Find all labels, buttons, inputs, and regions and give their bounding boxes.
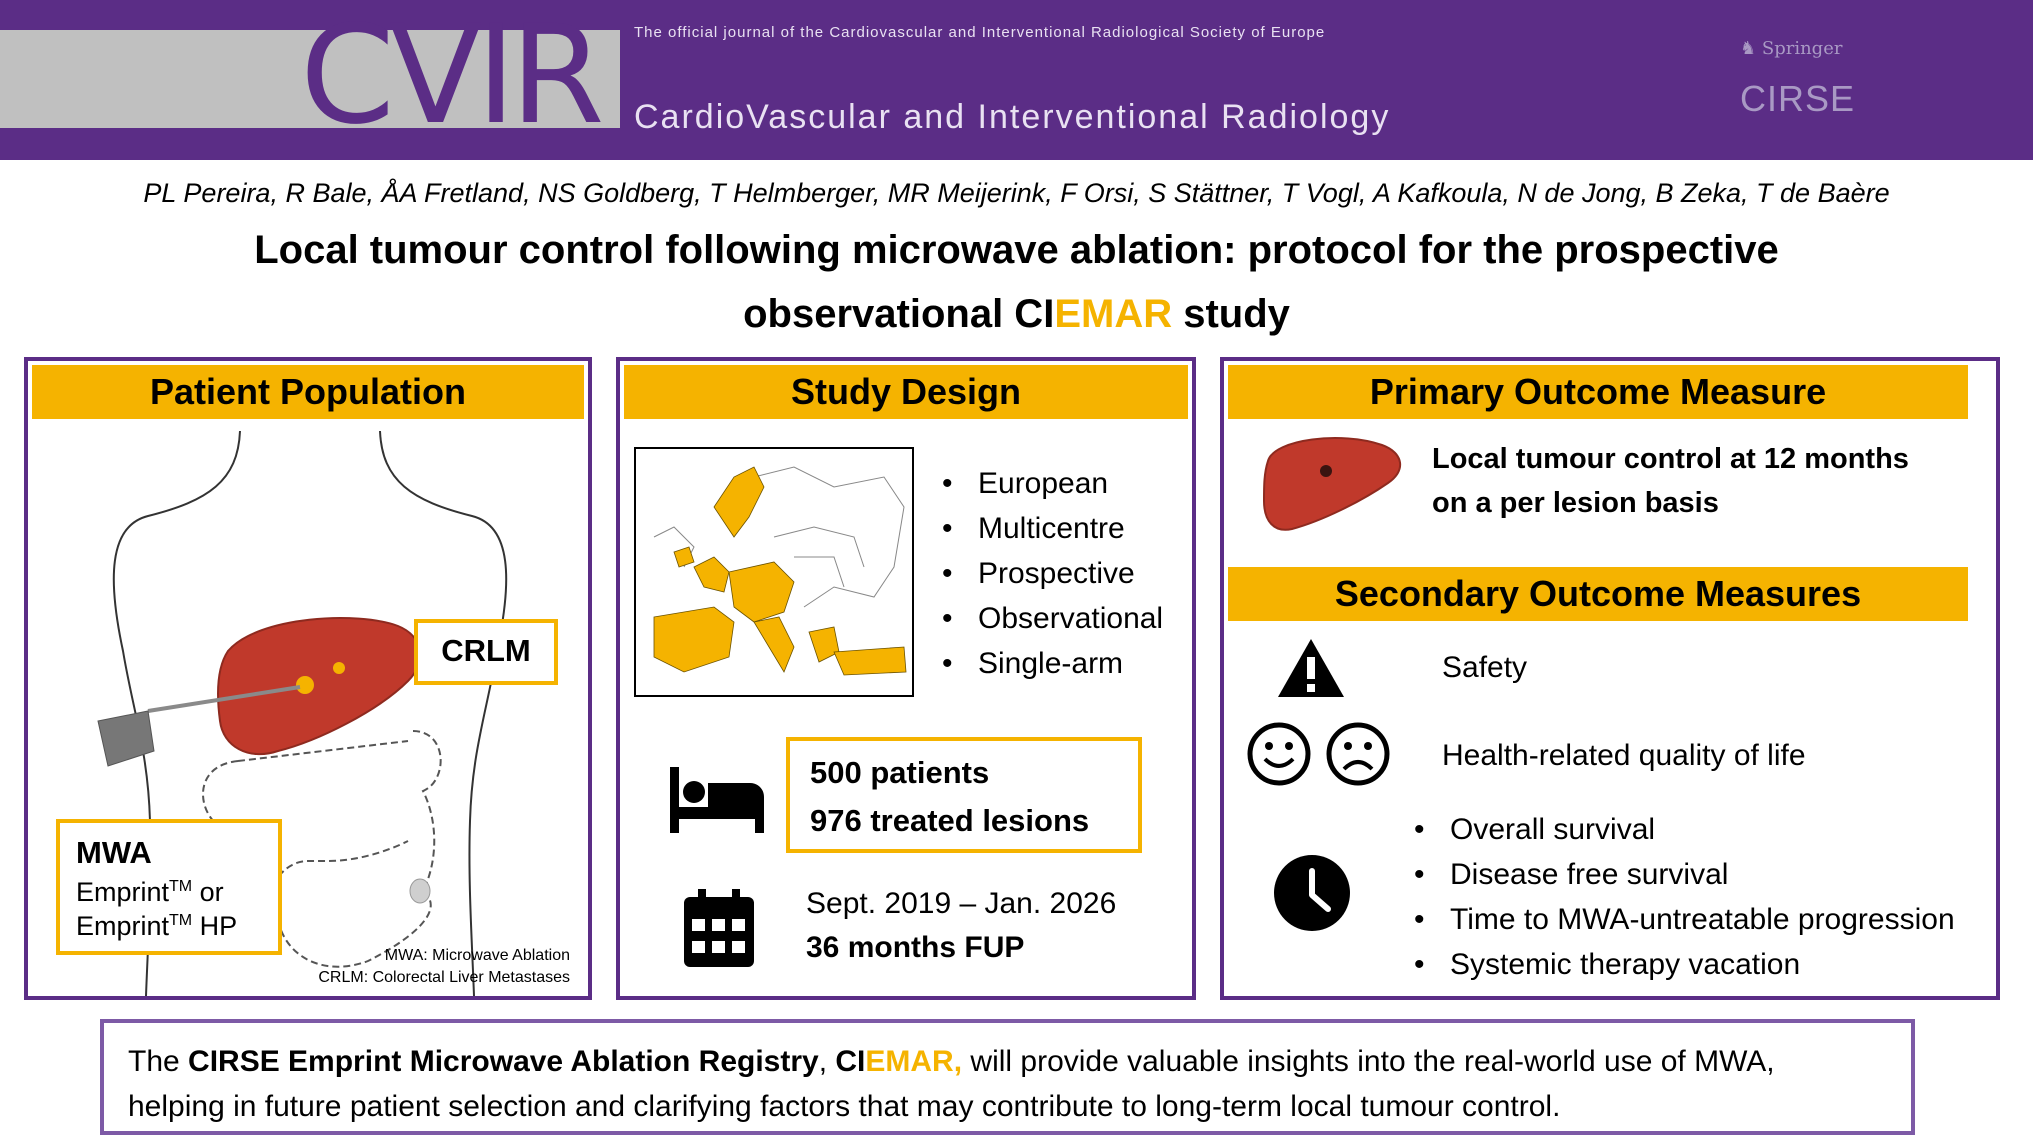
survival-outcome: • Systemic therapy vacation <box>1414 942 1955 987</box>
conclusion-line-2: helping in future patient selection and clarifying factors that may contribute to long-term local tumour control. <box>128 1090 1561 1123</box>
crlm-label: CRLM <box>441 633 531 668</box>
patient-population-heading: Patient Population <box>32 365 584 419</box>
outcomes-panel <box>1220 357 2000 1000</box>
design-feature: • Observational <box>942 596 1163 641</box>
design-feature: • Multicentre <box>942 506 1163 551</box>
study-design-panel <box>616 357 1196 1000</box>
survival-outcome: • Overall survival <box>1414 807 1955 852</box>
design-features-list <box>942 461 1163 686</box>
survival-outcome: • Time to MWA-untreatable progression <box>1414 897 1955 942</box>
colon-icon <box>270 731 441 967</box>
follow-up-duration: 36 months FUP <box>806 931 1025 964</box>
mwa-device-box <box>56 819 282 955</box>
title-line-1: Local tumour control following microwave ablation: protocol for the prospective <box>254 228 1779 272</box>
device-emprint: Emprint™ or <box>76 877 224 907</box>
design-feature: • Prospective <box>942 551 1163 596</box>
design-feature: • European <box>942 461 1163 506</box>
paper-title <box>0 218 2033 346</box>
smiley-icon <box>1250 725 1308 783</box>
primary-outcome-line2: on a per lesion basis <box>1432 487 1719 519</box>
title-line-2: observational CIEMAR study <box>743 292 1290 336</box>
springer-horse-icon: ♞ <box>1740 38 1762 59</box>
cirse-logo: CIRSE <box>1740 78 1856 119</box>
journal-tagline: The official journal of the Cardiovascular and Interventional Radiological Society of Europe <box>634 24 1326 41</box>
springer-logo: ♞ Springer <box>1740 38 1843 59</box>
safety-outcome: Safety <box>1442 651 1528 684</box>
journal-name: CardioVascular and Interventional Radiology <box>634 98 1391 136</box>
cvir-logo: CVIR <box>300 0 599 155</box>
author-list: PL Pereira, R Bale, ÅA Fretland, NS Goldberg, T Helmberger, MR Meijerink, F Orsi, S Stättner, T Vogl, A Kafkoula, N de Jong, B Zeka, T de Baère <box>143 178 1890 208</box>
quality-of-life-icon <box>1246 721 1396 787</box>
liver-outcome-icon <box>1262 431 1406 531</box>
study-design-heading: Study Design <box>624 365 1188 419</box>
abbr-mwa: MWA: Microwave Ablation <box>384 947 570 964</box>
survival-outcomes-list <box>1414 807 1955 987</box>
journal-banner <box>0 0 2033 160</box>
mwa-probe-icon <box>98 711 154 766</box>
frowny-icon <box>1329 725 1387 783</box>
secondary-outcomes-heading: Secondary Outcome Measures <box>1228 567 1968 621</box>
primary-outcome-line1: Local tumour control at 12 months <box>1432 443 1909 475</box>
crlm-label-box <box>414 619 558 685</box>
study-period: Sept. 2019 – Jan. 2026 <box>806 887 1117 920</box>
quality-of-life-outcome: Health-related quality of life <box>1442 739 1806 772</box>
liver-icon <box>218 618 420 754</box>
lesion-count: 976 treated lesions <box>810 803 1090 838</box>
patient-population-panel <box>24 357 592 1000</box>
device-emprint-hp: Emprint™ HP <box>76 911 238 941</box>
europe-map <box>634 447 914 697</box>
clock-icon <box>1274 855 1350 931</box>
abbr-crlm: CRLM: Colorectal Liver Metastases <box>318 969 570 986</box>
primary-outcome-heading: Primary Outcome Measure <box>1228 365 1968 419</box>
warning-icon <box>1278 639 1344 697</box>
design-feature: • Single-arm <box>942 641 1163 686</box>
mwa-label: MWA <box>76 835 152 870</box>
enrolment-box <box>786 737 1142 853</box>
conclusion-line-1: The CIRSE Emprint Microwave Ablation Registry, CIEMAR, will provide valuable insights into the real-world use of MWA, <box>128 1045 1775 1078</box>
bed-icon <box>670 767 764 833</box>
calendar-icon <box>684 889 754 967</box>
patient-count: 500 patients <box>810 755 990 790</box>
survival-outcome: • Disease free survival <box>1414 852 1955 897</box>
conclusion-box <box>100 1019 1915 1135</box>
